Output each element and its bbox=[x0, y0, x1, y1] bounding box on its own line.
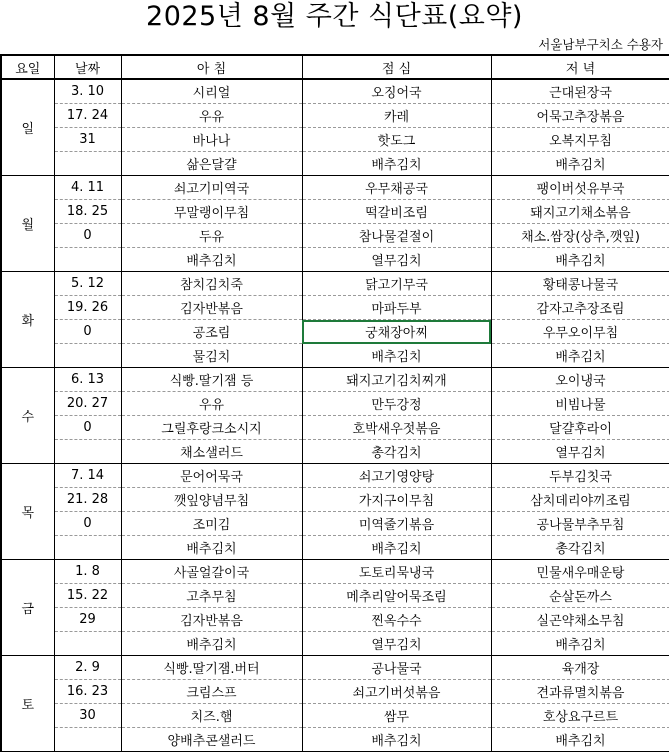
breakfast-cell[interactable]: 배추김치 bbox=[121, 632, 302, 656]
menu-row bbox=[1, 392, 669, 416]
lunch-cell[interactable]: 떡갈비조림 bbox=[302, 200, 491, 224]
lunch-cell[interactable]: 쇠고기영양탕 bbox=[302, 464, 491, 488]
date-cell[interactable]: 0 bbox=[54, 320, 121, 344]
header-breakfast[interactable]: 아 침 bbox=[121, 55, 302, 79]
dinner-cell[interactable]: 실곤약채소무침 bbox=[491, 608, 669, 632]
header-row bbox=[1, 55, 669, 79]
day-cell[interactable]: 금 bbox=[1, 560, 54, 656]
menu-row bbox=[1, 176, 669, 200]
date-cell[interactable]: 31 bbox=[54, 128, 121, 152]
lunch-cell[interactable]: 닭고기무국 bbox=[302, 272, 491, 296]
lunch-cell[interactable]: 참나물겉절이 bbox=[302, 224, 491, 248]
dinner-cell[interactable]: 배추김치 bbox=[491, 248, 669, 272]
menu-row bbox=[1, 200, 669, 224]
menu-row bbox=[1, 224, 669, 248]
dinner-cell[interactable]: 채소.쌈장(상추,깻잎) bbox=[491, 224, 669, 248]
breakfast-cell[interactable]: 두유 bbox=[121, 224, 302, 248]
date-cell[interactable]: 16. 23 bbox=[54, 680, 121, 704]
breakfast-cell[interactable]: 시리얼 bbox=[121, 79, 302, 104]
weekly-menu-table bbox=[0, 54, 669, 752]
date-cell[interactable]: 30 bbox=[54, 704, 121, 728]
dinner-cell[interactable]: 배추김치 bbox=[491, 344, 669, 368]
lunch-cell[interactable]: 카레 bbox=[302, 104, 491, 128]
dinner-cell[interactable]: 공나물부추무침 bbox=[491, 512, 669, 536]
lunch-cell[interactable]: 마파두부 bbox=[302, 296, 491, 320]
lunch-cell[interactable]: 배추김치 bbox=[302, 728, 491, 752]
date-cell[interactable]: 18. 25 bbox=[54, 200, 121, 224]
date-cell[interactable]: 6. 13 bbox=[54, 368, 121, 392]
menu-row bbox=[1, 488, 669, 512]
breakfast-cell[interactable]: 깻잎양념무침 bbox=[121, 488, 302, 512]
date-cell[interactable]: 0 bbox=[54, 416, 121, 440]
dinner-cell[interactable]: 우무오이무침 bbox=[491, 320, 669, 344]
menu-row bbox=[1, 608, 669, 632]
dinner-cell[interactable]: 감자고추장조림 bbox=[491, 296, 669, 320]
date-cell[interactable] bbox=[54, 632, 121, 656]
breakfast-cell[interactable]: 쇠고기미역국 bbox=[121, 176, 302, 200]
breakfast-cell[interactable]: 배추김치 bbox=[121, 536, 302, 560]
menu-row bbox=[1, 632, 669, 656]
lunch-cell[interactable]: 미역줄기볶음 bbox=[302, 512, 491, 536]
lunch-cell[interactable]: 열무김치 bbox=[302, 632, 491, 656]
breakfast-cell[interactable]: 채소샐러드 bbox=[121, 440, 302, 464]
dinner-cell[interactable]: 팽이버섯유부국 bbox=[491, 176, 669, 200]
menu-row bbox=[1, 296, 669, 320]
date-cell[interactable] bbox=[54, 440, 121, 464]
header-lunch[interactable]: 점 심 bbox=[302, 55, 491, 79]
breakfast-cell[interactable]: 식빵.딸기잼.버터 bbox=[121, 656, 302, 680]
date-cell[interactable] bbox=[54, 728, 121, 752]
date-cell[interactable]: 7. 14 bbox=[54, 464, 121, 488]
breakfast-cell[interactable]: 우유 bbox=[121, 104, 302, 128]
date-cell[interactable]: 19. 26 bbox=[54, 296, 121, 320]
date-cell[interactable]: 17. 24 bbox=[54, 104, 121, 128]
lunch-cell[interactable]: 핫도그 bbox=[302, 128, 491, 152]
breakfast-cell[interactable]: 치즈.햄 bbox=[121, 704, 302, 728]
breakfast-cell[interactable]: 그릴후랑크소시지 bbox=[121, 416, 302, 440]
lunch-cell[interactable]: 메추리알어묵조림 bbox=[302, 584, 491, 608]
dinner-cell[interactable]: 두부김칫국 bbox=[491, 464, 669, 488]
menu-row bbox=[1, 440, 669, 464]
breakfast-cell[interactable]: 조미김 bbox=[121, 512, 302, 536]
menu-row bbox=[1, 584, 669, 608]
breakfast-cell[interactable]: 물김치 bbox=[121, 344, 302, 368]
day-cell[interactable]: 화 bbox=[1, 272, 54, 368]
menu-row bbox=[1, 512, 669, 536]
breakfast-cell[interactable]: 무말랭이무침 bbox=[121, 200, 302, 224]
menu-row bbox=[1, 560, 669, 584]
date-cell[interactable] bbox=[54, 344, 121, 368]
page-title: 2025년 8월 주간 식단표(요약) bbox=[146, 1, 523, 32]
lunch-cell[interactable]: 쇠고기버섯볶음 bbox=[302, 680, 491, 704]
lunch-cell[interactable]: 배추김치 bbox=[302, 344, 491, 368]
dinner-cell[interactable]: 총각김치 bbox=[491, 536, 669, 560]
lunch-cell[interactable]: 우무채공국 bbox=[302, 176, 491, 200]
date-cell[interactable] bbox=[54, 248, 121, 272]
breakfast-cell[interactable]: 바나나 bbox=[121, 128, 302, 152]
dinner-cell[interactable]: 오복지무침 bbox=[491, 128, 669, 152]
date-cell[interactable]: 5. 12 bbox=[54, 272, 121, 296]
breakfast-cell[interactable]: 김자반볶음 bbox=[121, 296, 302, 320]
date-cell[interactable]: 0 bbox=[54, 512, 121, 536]
dinner-cell[interactable]: 비빔나물 bbox=[491, 392, 669, 416]
dinner-cell[interactable]: 순살돈까스 bbox=[491, 584, 669, 608]
day-cell[interactable]: 토 bbox=[1, 656, 54, 752]
organization-label: 서울남부구치소 수용자 bbox=[538, 37, 663, 52]
date-cell[interactable] bbox=[54, 152, 121, 176]
menu-row bbox=[1, 464, 669, 488]
lunch-cell[interactable]: 쌈무 bbox=[302, 704, 491, 728]
date-cell[interactable]: 4. 11 bbox=[54, 176, 121, 200]
menu-row bbox=[1, 248, 669, 272]
lunch-cell[interactable]: 도토리묵냉국 bbox=[302, 560, 491, 584]
date-cell[interactable]: 21. 28 bbox=[54, 488, 121, 512]
date-cell[interactable]: 0 bbox=[54, 224, 121, 248]
dinner-cell[interactable]: 근대된장국 bbox=[491, 79, 669, 104]
breakfast-cell[interactable]: 공조림 bbox=[121, 320, 302, 344]
lunch-cell[interactable]: 궁채장아찌 bbox=[302, 320, 491, 344]
lunch-cell[interactable]: 호박새우젓볶음 bbox=[302, 416, 491, 440]
menu-row bbox=[1, 104, 669, 128]
day-cell[interactable]: 일 bbox=[1, 79, 54, 176]
lunch-cell[interactable]: 총각김치 bbox=[302, 440, 491, 464]
day-cell[interactable]: 월 bbox=[1, 176, 54, 272]
dinner-cell[interactable]: 배추김치 bbox=[491, 632, 669, 656]
breakfast-cell[interactable]: 크림스프 bbox=[121, 680, 302, 704]
date-cell[interactable]: 15. 22 bbox=[54, 584, 121, 608]
dinner-cell[interactable]: 어묵고추장볶음 bbox=[491, 104, 669, 128]
menu-row bbox=[1, 368, 669, 392]
dinner-cell[interactable]: 호상요구르트 bbox=[491, 704, 669, 728]
day-cell[interactable]: 목 bbox=[1, 464, 54, 560]
dinner-cell[interactable]: 민물새우매운탕 bbox=[491, 560, 669, 584]
dinner-cell[interactable]: 배추김치 bbox=[491, 728, 669, 752]
dinner-cell[interactable]: 열무김치 bbox=[491, 440, 669, 464]
dinner-cell[interactable]: 배추김치 bbox=[491, 152, 669, 176]
breakfast-cell[interactable]: 삶은달걀 bbox=[121, 152, 302, 176]
menu-row bbox=[1, 128, 669, 152]
date-cell[interactable]: 3. 10 bbox=[54, 79, 121, 104]
menu-row bbox=[1, 416, 669, 440]
breakfast-cell[interactable]: 배추김치 bbox=[121, 248, 302, 272]
header-date[interactable]: 날짜 bbox=[54, 55, 121, 79]
date-cell[interactable] bbox=[54, 536, 121, 560]
dinner-cell[interactable]: 황태콩나물국 bbox=[491, 272, 669, 296]
breakfast-cell[interactable]: 식빵.딸기잼 등 bbox=[121, 368, 302, 392]
breakfast-cell[interactable]: 고추무침 bbox=[121, 584, 302, 608]
dinner-cell[interactable]: 견과류멸치볶음 bbox=[491, 680, 669, 704]
menu-row bbox=[1, 656, 669, 680]
menu-row bbox=[1, 536, 669, 560]
menu-row bbox=[1, 320, 669, 344]
lunch-cell[interactable]: 공나물국 bbox=[302, 656, 491, 680]
breakfast-cell[interactable]: 양배추콘샐러드 bbox=[121, 728, 302, 752]
lunch-cell[interactable]: 배추김치 bbox=[302, 152, 491, 176]
header-day[interactable]: 요일 bbox=[1, 55, 54, 79]
menu-row bbox=[1, 680, 669, 704]
date-cell[interactable]: 1. 8 bbox=[54, 560, 121, 584]
dinner-cell[interactable]: 삼치데리야끼조림 bbox=[491, 488, 669, 512]
breakfast-cell[interactable]: 사골얼갈이국 bbox=[121, 560, 302, 584]
date-cell[interactable]: 29 bbox=[54, 608, 121, 632]
dinner-cell[interactable]: 오이냉국 bbox=[491, 368, 669, 392]
date-cell[interactable]: 2. 9 bbox=[54, 656, 121, 680]
dinner-cell[interactable]: 육개장 bbox=[491, 656, 669, 680]
breakfast-cell[interactable]: 김자반볶음 bbox=[121, 608, 302, 632]
menu-row bbox=[1, 152, 669, 176]
menu-row bbox=[1, 272, 669, 296]
menu-row bbox=[1, 704, 669, 728]
lunch-cell[interactable]: 열무김치 bbox=[302, 248, 491, 272]
lunch-cell[interactable]: 찐옥수수 bbox=[302, 608, 491, 632]
day-cell[interactable]: 수 bbox=[1, 368, 54, 464]
menu-row bbox=[1, 79, 669, 104]
menu-row bbox=[1, 344, 669, 368]
header-dinner[interactable]: 저 녁 bbox=[491, 55, 669, 79]
breakfast-cell[interactable]: 우유 bbox=[121, 392, 302, 416]
lunch-cell[interactable]: 가지구이무침 bbox=[302, 488, 491, 512]
breakfast-cell[interactable]: 문어어묵국 bbox=[121, 464, 302, 488]
date-cell[interactable]: 20. 27 bbox=[54, 392, 121, 416]
dinner-cell[interactable]: 돼지고기채소볶음 bbox=[491, 200, 669, 224]
dinner-cell[interactable]: 달걀후라이 bbox=[491, 416, 669, 440]
lunch-cell[interactable]: 오징어국 bbox=[302, 79, 491, 104]
lunch-cell[interactable]: 돼지고기김치찌개 bbox=[302, 368, 491, 392]
lunch-cell[interactable]: 만두강정 bbox=[302, 392, 491, 416]
menu-row bbox=[1, 728, 669, 752]
lunch-cell[interactable]: 배추김치 bbox=[302, 536, 491, 560]
breakfast-cell[interactable]: 참치김치죽 bbox=[121, 272, 302, 296]
